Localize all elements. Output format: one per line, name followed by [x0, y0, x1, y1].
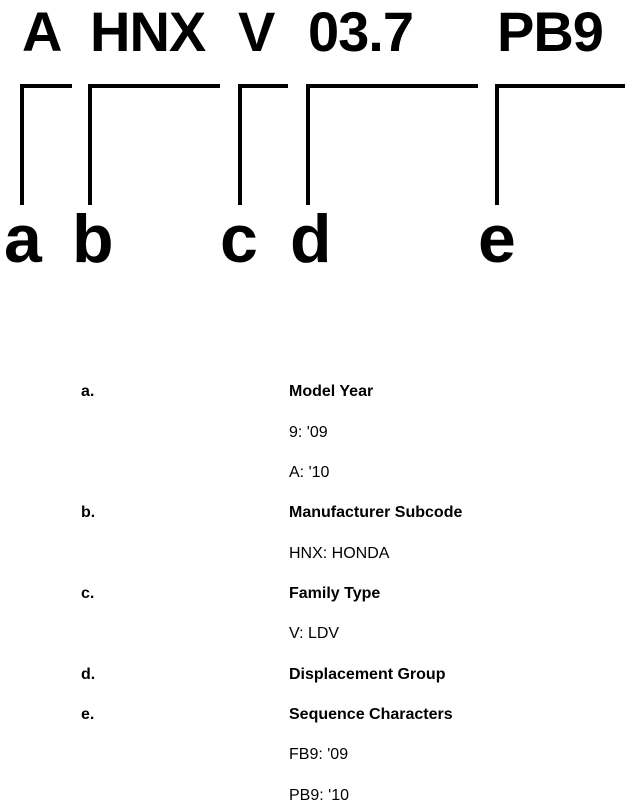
- legend-title: Family Type: [289, 585, 381, 602]
- connector-e: [497, 86, 625, 205]
- legend-label: b.: [81, 504, 96, 521]
- legend-value: FB9: '09: [289, 746, 349, 763]
- legend-value: 9: '09: [289, 424, 328, 441]
- code-part-manufacturer: HNX: [90, 0, 206, 63]
- legend-title: Manufacturer Subcode: [289, 504, 463, 521]
- connector-c: [240, 86, 288, 205]
- legend-value: PB9: '10: [289, 787, 349, 804]
- code-part-displacement: 03.7: [308, 0, 413, 63]
- legend-title: Displacement Group: [289, 666, 446, 683]
- connector-b: [90, 86, 220, 205]
- code-part-sequence: PB9: [497, 0, 603, 63]
- legend-value: V: LDV: [289, 625, 340, 642]
- legend-label: e.: [81, 706, 95, 723]
- segment-letter-a: a: [4, 201, 42, 277]
- segment-letter-c: c: [220, 201, 258, 277]
- code-part-family-type: V: [238, 0, 275, 63]
- legend-title: Sequence Characters: [289, 706, 453, 723]
- legend-label: c.: [81, 585, 95, 602]
- legend-title: Model Year: [289, 383, 374, 400]
- connector-lines: [0, 0, 640, 220]
- connector-d: [308, 86, 478, 205]
- segment-letter-e: e: [478, 201, 516, 277]
- code-part-model-year: A: [22, 0, 62, 63]
- segment-letter-b: b: [72, 201, 114, 277]
- segment-letter-d: d: [290, 201, 332, 277]
- legend-value: A: '10: [289, 464, 330, 481]
- legend-label: d.: [81, 666, 96, 683]
- legend-value: HNX: HONDA: [289, 545, 390, 562]
- connector-a: [22, 86, 72, 205]
- legend-label: a.: [81, 383, 95, 400]
